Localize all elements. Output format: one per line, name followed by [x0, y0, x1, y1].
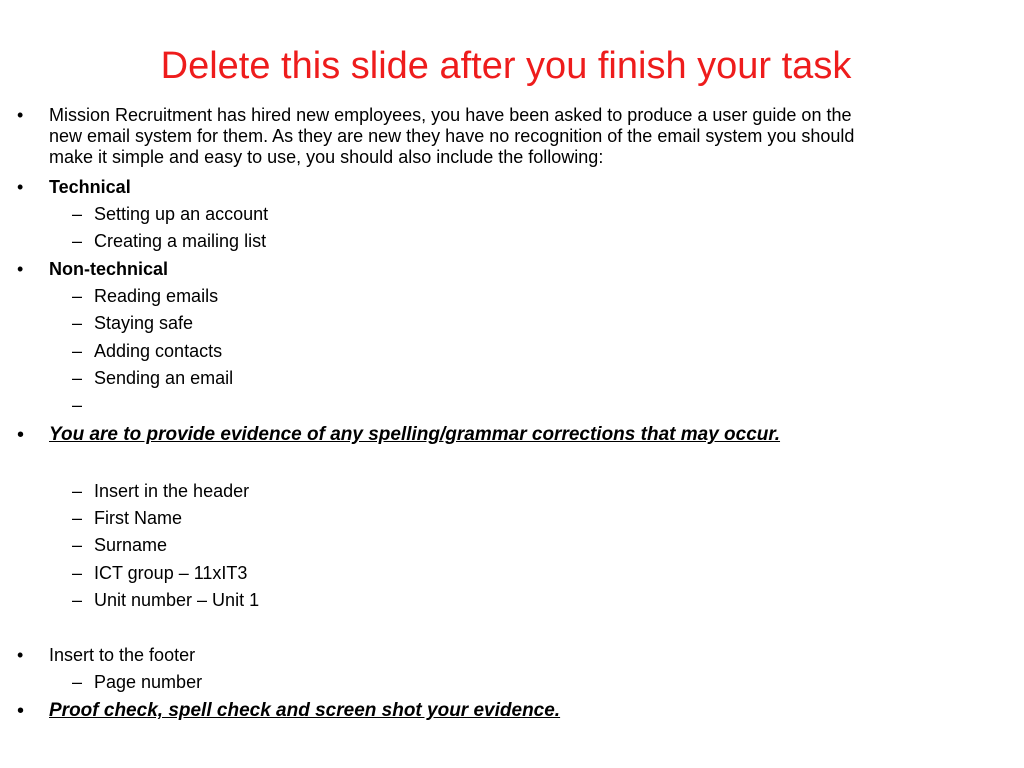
evidence-note: You are to provide evidence of any spelling/grammar corrections that may occur. — [49, 424, 781, 445]
proof-note: Proof check, spell check and screen shot your evidence. — [49, 700, 561, 721]
dash-icon: – — [72, 563, 83, 583]
slide-title: Delete this slide after you finish your task — [160, 45, 852, 87]
footer-item: Page number — [94, 672, 203, 692]
dash-icon: – — [72, 508, 83, 528]
non-technical-heading: Non-technical — [49, 259, 169, 279]
non-technical-item: Adding contacts — [94, 341, 223, 361]
bullet-icon: • — [17, 259, 24, 279]
technical-item: Setting up an account — [94, 204, 269, 224]
non-technical-item: Reading emails — [94, 286, 219, 306]
dash-icon: – — [72, 341, 83, 361]
header-item: Insert in the header — [94, 481, 250, 501]
dash-icon: – — [72, 672, 83, 692]
footer-label: Insert to the footer — [49, 645, 196, 665]
header-item: Surname — [94, 535, 168, 555]
dash-icon: – — [72, 481, 83, 501]
header-item: ICT group – 11xIT3 — [94, 563, 248, 583]
bullet-icon: • — [17, 177, 24, 197]
bullet-icon: • — [17, 424, 25, 446]
intro-line-3: make it simple and easy to use, you should also include the following: — [49, 147, 604, 167]
dash-icon: – — [72, 204, 83, 224]
technical-item: Creating a mailing list — [94, 231, 267, 251]
header-item: Unit number – Unit 1 — [94, 590, 260, 610]
dash-icon: – — [72, 395, 83, 415]
technical-heading: Technical — [49, 177, 131, 197]
dash-icon: – — [72, 535, 83, 555]
bullet-icon: • — [17, 105, 24, 125]
dash-icon: – — [72, 590, 83, 610]
header-item: First Name — [94, 508, 183, 528]
dash-icon: – — [72, 313, 83, 333]
dash-icon: – — [72, 286, 83, 306]
intro-line-2: new email system for them. As they are new they have no recognition of the email system you should — [49, 126, 855, 146]
non-technical-item: Staying safe — [94, 313, 194, 333]
bullet-icon: • — [17, 645, 24, 665]
bullet-icon: • — [17, 700, 25, 722]
non-technical-item: Sending an email — [94, 368, 234, 388]
dash-icon: – — [72, 368, 83, 388]
intro-line-1: Mission Recruitment has hired new employees, you have been asked to produce a user guide on the — [49, 105, 852, 125]
dash-icon: – — [72, 231, 83, 251]
